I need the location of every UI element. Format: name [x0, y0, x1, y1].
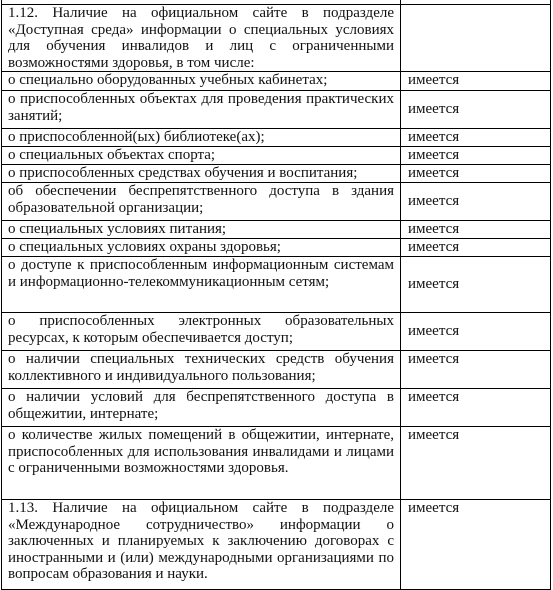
criterion-text: о доступе к приспособленным информационным системам и информационно-телекоммуникационным сетям; [2, 257, 401, 313]
criterion-text: о специальных объектах спорта; [2, 147, 401, 165]
criterion-text: о количестве жилых помещений в общежитии, интернате, приспособленных для использования инвалидами и лицами с ограниченными возможностями здоровья. [2, 427, 401, 500]
table-row [2, 91, 551, 129]
criterion-value: имеется [401, 500, 551, 590]
criterion-text: об обеспечении беспрепятственного доступа в здания образовательной организации; [2, 183, 401, 221]
criterion-text: 1.12. Наличие на официальном сайте в подразделе «Доступная среда» информации о специальных условиях для обучения инвалидов и лиц с ограниченными возможностями здоровья, в том числе: [2, 5, 401, 72]
table-row [2, 500, 551, 590]
criterion-value: имеется [401, 147, 551, 165]
table-row [2, 239, 551, 257]
table-row [2, 183, 551, 221]
criterion-value: имеется [401, 165, 551, 183]
criterion-value: имеется [401, 313, 551, 351]
table-row [2, 389, 551, 427]
criterion-text: о приспособленной(ых) библиотеке(ах); [2, 129, 401, 147]
criterion-text: о наличии условий для беспрепятственного доступа в общежитии, интернате; [2, 389, 401, 427]
criterion-text: о приспособленных средствах обучения и воспитания; [2, 165, 401, 183]
criterion-text: о приспособленных объектах для проведения практических занятий; [2, 91, 401, 129]
criterion-value: имеется [401, 129, 551, 147]
table-row [2, 165, 551, 183]
criterion-value: имеется [401, 257, 551, 313]
table-row [2, 129, 551, 147]
table-row [2, 221, 551, 239]
criteria-table [1, 0, 551, 590]
table-row [2, 72, 551, 91]
criterion-value: имеется [401, 427, 551, 500]
criterion-value: имеется [401, 91, 551, 129]
criterion-value: имеется [401, 389, 551, 427]
table-row [2, 427, 551, 500]
criterion-text: 1.13. Наличие на официальном сайте в подразделе «Международное сотрудничество» информации о заключенных и планируемых к заключению договорах с иностранными и (или) международными организациями по вопросам образования и науки. [2, 500, 401, 590]
criterion-value [401, 5, 551, 72]
criterion-value: имеется [401, 72, 551, 91]
criterion-text: о специальных условиях питания; [2, 221, 401, 239]
table-row [2, 147, 551, 165]
criterion-value: имеется [401, 351, 551, 389]
table-row [2, 5, 551, 72]
criterion-value: имеется [401, 183, 551, 221]
criterion-value: имеется [401, 239, 551, 257]
criterion-text: о наличии специальных технических средств обучения коллективного и индивидуального пользования; [2, 351, 401, 389]
criterion-value: имеется [401, 221, 551, 239]
criterion-text: о специальных условиях охраны здоровья; [2, 239, 401, 257]
table-row [2, 313, 551, 351]
criterion-text: о приспособленных электронных образовательных ресурсах, к которым обеспечивается доступ; [2, 313, 401, 351]
table-row [2, 257, 551, 313]
table-row [2, 351, 551, 389]
criterion-text: о специально оборудованных учебных кабинетах; [2, 72, 401, 91]
